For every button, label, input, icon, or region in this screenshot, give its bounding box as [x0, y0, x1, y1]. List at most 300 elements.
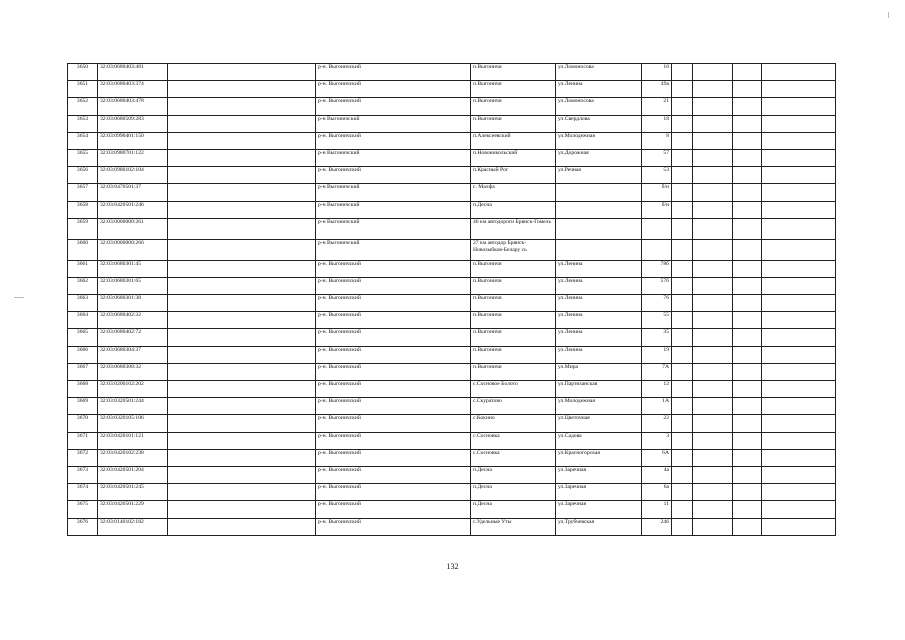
page-number: 132: [446, 562, 459, 571]
locality-cell: п.Выгоничи: [471, 260, 556, 277]
empty-cell: [762, 466, 836, 483]
table-row: [68, 260, 836, 277]
locality-cell: 46 км автодороги Брянск-Гомель: [471, 218, 556, 239]
district-cell: р-н. Выгоничский: [316, 432, 471, 449]
empty-cell: [168, 449, 316, 466]
house-number-cell: 22: [642, 415, 672, 432]
empty-cell: [733, 295, 762, 312]
empty-cell: [762, 115, 836, 132]
district-cell: р-н. Выгоничский: [316, 167, 471, 184]
empty-cell: [693, 432, 733, 449]
empty-cell: [693, 184, 733, 201]
house-number-cell: 49а: [642, 81, 672, 98]
empty-cell: [693, 239, 733, 260]
row-number-cell: 3664: [68, 312, 98, 329]
table-row: [68, 184, 836, 201]
table-row: [68, 149, 836, 166]
street-cell: ул.Красногорская: [556, 449, 642, 466]
empty-cell: [672, 260, 693, 277]
empty-cell: [168, 98, 316, 115]
empty-cell: [733, 201, 762, 218]
empty-cell: [762, 484, 836, 501]
house-number-cell: 4а: [642, 466, 672, 483]
house-number-cell: 19: [642, 346, 672, 363]
empty-cell: [693, 218, 733, 239]
row-number-cell: 3650: [68, 64, 98, 81]
table-row: [68, 312, 836, 329]
empty-cell: [693, 260, 733, 277]
empty-cell: [168, 64, 316, 81]
district-cell: р-н. Выгоничский: [316, 312, 471, 329]
house-number-cell: б/н: [642, 184, 672, 201]
empty-cell: [762, 81, 836, 98]
row-number-cell: 3657: [68, 184, 98, 201]
row-number-cell: 3669: [68, 398, 98, 415]
empty-cell: [733, 149, 762, 166]
empty-cell: [693, 329, 733, 346]
empty-cell: [693, 149, 733, 166]
row-number-cell: 3663: [68, 295, 98, 312]
empty-cell: [693, 312, 733, 329]
row-number-cell: 3673: [68, 466, 98, 483]
district-cell: р-н. Выгоничский: [316, 277, 471, 294]
empty-cell: [672, 312, 693, 329]
table-row: [68, 218, 836, 239]
empty-cell: [733, 312, 762, 329]
empty-cell: [762, 312, 836, 329]
street-cell: ул.Ленина: [556, 295, 642, 312]
table-row: [68, 115, 836, 132]
house-number-cell: 16: [642, 64, 672, 81]
empty-cell: [762, 64, 836, 81]
empty-cell: [168, 149, 316, 166]
empty-cell: [733, 449, 762, 466]
cadastral-number-cell: 32:03:0680403:374: [98, 81, 168, 98]
table-row: [68, 363, 836, 380]
empty-cell: [168, 277, 316, 294]
district-cell: р-н Выгоничский: [316, 201, 471, 218]
empty-cell: [762, 149, 836, 166]
empty-cell: [672, 81, 693, 98]
district-cell: р-н. Выгоничский: [316, 381, 471, 398]
empty-cell: [168, 218, 316, 239]
empty-cell: [693, 484, 733, 501]
district-cell: р-н. Выгоничский: [316, 346, 471, 363]
empty-cell: [762, 239, 836, 260]
cadastral-number-cell: 32:03:0320105:106: [98, 415, 168, 432]
empty-cell: [168, 295, 316, 312]
locality-cell: 27 км автодор Брянск-Новозыбков-Белару сь: [471, 239, 556, 260]
locality-cell: п.Выгоничи: [471, 329, 556, 346]
empty-cell: [168, 201, 316, 218]
empty-cell: [762, 449, 836, 466]
locality-cell: п.Выгоничи: [471, 346, 556, 363]
empty-cell: [693, 346, 733, 363]
house-number-cell: 78б: [642, 260, 672, 277]
empty-cell: [733, 239, 762, 260]
street-cell: ул.Речная: [556, 167, 642, 184]
empty-cell: [762, 501, 836, 518]
house-number-cell: 21: [642, 98, 672, 115]
street-cell: ул.Ленина: [556, 260, 642, 277]
locality-cell: п.Выгоничи: [471, 115, 556, 132]
table-row: [68, 518, 836, 535]
row-number-cell: 3655: [68, 149, 98, 166]
house-number-cell: 12: [642, 381, 672, 398]
locality-cell: с.Удельные Уты: [471, 518, 556, 535]
table-row: [68, 346, 836, 363]
street-cell: ул.Ленина: [556, 312, 642, 329]
district-cell: р-н. Выгоничский: [316, 329, 471, 346]
empty-cell: [762, 167, 836, 184]
street-cell: ул.Дорожная: [556, 149, 642, 166]
cadastral-number-cell: 32:03:0420102:238: [98, 449, 168, 466]
street-cell: [556, 239, 642, 260]
house-number-cell: 76: [642, 295, 672, 312]
empty-cell: [168, 363, 316, 380]
row-number-cell: 3659: [68, 218, 98, 239]
empty-cell: [672, 484, 693, 501]
empty-cell: [762, 98, 836, 115]
empty-cell: [733, 346, 762, 363]
locality-cell: п.Новоникольский: [471, 149, 556, 166]
empty-cell: [733, 132, 762, 149]
empty-cell: [672, 329, 693, 346]
row-number-cell: 3653: [68, 115, 98, 132]
district-cell: р-н. Выгоничский: [316, 466, 471, 483]
empty-cell: [762, 432, 836, 449]
cadastral-number-cell: 32:03:0000000:266: [98, 239, 168, 260]
empty-cell: [733, 329, 762, 346]
house-number-cell: 6А: [642, 449, 672, 466]
locality-cell: п.Выгоничи: [471, 81, 556, 98]
street-cell: [556, 184, 642, 201]
empty-cell: [168, 81, 316, 98]
table-row: [68, 381, 836, 398]
table-row: [68, 295, 836, 312]
locality-cell: с.Скуратово: [471, 398, 556, 415]
row-number-cell: 3676: [68, 518, 98, 535]
district-cell: р-н Выгоничский: [316, 239, 471, 260]
empty-cell: [672, 115, 693, 132]
empty-cell: [693, 64, 733, 81]
empty-cell: [672, 518, 693, 535]
locality-cell: п.Алексеевский: [471, 132, 556, 149]
empty-cell: [168, 167, 316, 184]
house-number-cell: 7А: [642, 363, 672, 380]
cadastral-number-cell: 32:03:0420501:245: [98, 484, 168, 501]
empty-cell: [693, 277, 733, 294]
empty-cell: [762, 415, 836, 432]
scan-mark: [14, 297, 24, 298]
street-cell: ул.Садова: [556, 432, 642, 449]
locality-cell: п.Десна: [471, 501, 556, 518]
locality-cell: п.Выгоничи: [471, 363, 556, 380]
empty-cell: [762, 184, 836, 201]
empty-cell: [733, 398, 762, 415]
street-cell: ул.Мира: [556, 363, 642, 380]
table-row: [68, 449, 836, 466]
empty-cell: [693, 501, 733, 518]
house-number-cell: 8: [642, 132, 672, 149]
house-number-cell: [642, 239, 672, 260]
street-cell: ул.Свердлова: [556, 115, 642, 132]
table-row: [68, 277, 836, 294]
empty-cell: [168, 415, 316, 432]
empty-cell: [693, 449, 733, 466]
cadastral-number-cell: 32:03:0420501:229: [98, 501, 168, 518]
empty-cell: [672, 381, 693, 398]
cadastral-number-cell: 32:03:0320501:244: [98, 398, 168, 415]
house-number-cell: 18: [642, 115, 672, 132]
empty-cell: [733, 167, 762, 184]
row-number-cell: 3675: [68, 501, 98, 518]
street-cell: ул.Трубчевская: [556, 518, 642, 535]
empty-cell: [733, 260, 762, 277]
district-cell: р-н Выгоничский: [316, 149, 471, 166]
locality-cell: п.Десна: [471, 466, 556, 483]
empty-cell: [672, 218, 693, 239]
street-cell: [556, 201, 642, 218]
locality-cell: п.Десна: [471, 201, 556, 218]
cadastral-number-cell: 32:03:0680403:478: [98, 98, 168, 115]
locality-cell: п.Выгоничи: [471, 295, 556, 312]
empty-cell: [693, 518, 733, 535]
empty-cell: [168, 184, 316, 201]
locality-cell: с.Сосновое Болото: [471, 381, 556, 398]
empty-cell: [693, 201, 733, 218]
row-number-cell: 3674: [68, 484, 98, 501]
house-number-cell: 57: [642, 149, 672, 166]
cadastral-number-cell: 32:03:0140102:182: [98, 518, 168, 535]
empty-cell: [733, 98, 762, 115]
street-cell: ул.Ленина: [556, 329, 642, 346]
cadastral-number-cell: 32:03:0680308:32: [98, 363, 168, 380]
empty-cell: [672, 201, 693, 218]
house-number-cell: 57б: [642, 277, 672, 294]
table-row: [68, 484, 836, 501]
cadastral-number-cell: 32:03:0420501:246: [98, 201, 168, 218]
cadastral-number-cell: 32:03:0680402:72: [98, 329, 168, 346]
district-cell: р-н. Выгоничский: [316, 132, 471, 149]
row-number-cell: 3654: [68, 132, 98, 149]
empty-cell: [733, 277, 762, 294]
district-cell: р-н. Выгоничский: [316, 363, 471, 380]
empty-cell: [762, 295, 836, 312]
district-cell: р-н. Выгоничский: [316, 81, 471, 98]
district-cell: р-н. Выгоничский: [316, 518, 471, 535]
cadastral-number-cell: 32:03:0680301:65: [98, 277, 168, 294]
row-number-cell: 3666: [68, 346, 98, 363]
district-cell: р-н Выгоничский: [316, 115, 471, 132]
house-number-cell: 3: [642, 432, 672, 449]
empty-cell: [672, 346, 693, 363]
street-cell: ул.Ленина: [556, 277, 642, 294]
house-number-cell: 11: [642, 501, 672, 518]
empty-cell: [762, 277, 836, 294]
locality-cell: п.Выгоничи: [471, 64, 556, 81]
empty-cell: [733, 432, 762, 449]
empty-cell: [733, 115, 762, 132]
cadastral-number-cell: 32:03:0200102:202: [98, 381, 168, 398]
table-body: [68, 64, 836, 536]
empty-cell: [762, 398, 836, 415]
empty-cell: [168, 329, 316, 346]
empty-cell: [762, 218, 836, 239]
street-cell: [556, 218, 642, 239]
row-number-cell: 3658: [68, 201, 98, 218]
cadastral-number-cell: 32:03:0420101:121: [98, 432, 168, 449]
street-cell: ул.Заречная: [556, 466, 642, 483]
empty-cell: [762, 201, 836, 218]
table-row: [68, 398, 836, 415]
empty-cell: [733, 415, 762, 432]
empty-cell: [672, 432, 693, 449]
empty-cell: [693, 81, 733, 98]
street-cell: ул.Ленина: [556, 81, 642, 98]
house-number-cell: 35: [642, 329, 672, 346]
empty-cell: [168, 239, 316, 260]
locality-cell: п.Выгоничи: [471, 98, 556, 115]
locality-cell: с. Малфа: [471, 184, 556, 201]
row-number-cell: 3660: [68, 239, 98, 260]
empty-cell: [693, 115, 733, 132]
locality-cell: с.Сосновка: [471, 432, 556, 449]
empty-cell: [672, 149, 693, 166]
street-cell: ул.Ломоносова: [556, 98, 642, 115]
locality-cell: п.Выгоничи: [471, 277, 556, 294]
table-row: [68, 167, 836, 184]
empty-cell: [733, 466, 762, 483]
locality-cell: п.Выгоничи: [471, 312, 556, 329]
empty-cell: [733, 484, 762, 501]
cadastral-number-cell: 32:03:0680509:283: [98, 115, 168, 132]
empty-cell: [693, 132, 733, 149]
cadastral-number-cell: 32:03:0420501:204: [98, 466, 168, 483]
cadastral-number-cell: 32:03:0680301:45: [98, 260, 168, 277]
empty-cell: [168, 260, 316, 277]
district-cell: р-н Выгоничский: [316, 218, 471, 239]
empty-cell: [168, 346, 316, 363]
locality-cell: п.Десна: [471, 484, 556, 501]
empty-cell: [733, 64, 762, 81]
empty-cell: [672, 398, 693, 415]
empty-cell: [693, 415, 733, 432]
row-number-cell: 3665: [68, 329, 98, 346]
empty-cell: [762, 363, 836, 380]
cadastral-number-cell: 32:03:0470501:37: [98, 184, 168, 201]
empty-cell: [168, 398, 316, 415]
table-row: [68, 501, 836, 518]
empty-cell: [693, 98, 733, 115]
row-number-cell: 3652: [68, 98, 98, 115]
table-row: [68, 239, 836, 260]
empty-cell: [693, 398, 733, 415]
empty-cell: [762, 260, 836, 277]
district-cell: р-н. Выгоничский: [316, 64, 471, 81]
row-number-cell: 3651: [68, 81, 98, 98]
house-number-cell: б/н: [642, 201, 672, 218]
cadastral-number-cell: 32:03:0680304:37: [98, 346, 168, 363]
empty-cell: [762, 381, 836, 398]
cadastral-number-cell: 32:03:0980701:122: [98, 149, 168, 166]
cadastral-number-cell: 32:03:0000000:261: [98, 218, 168, 239]
house-number-cell: 1А: [642, 398, 672, 415]
house-number-cell: 55: [642, 312, 672, 329]
row-number-cell: 3662: [68, 277, 98, 294]
row-number-cell: 3668: [68, 381, 98, 398]
table-row: [68, 132, 836, 149]
district-cell: р-н. Выгоничский: [316, 98, 471, 115]
empty-cell: [672, 449, 693, 466]
table-row: [68, 64, 836, 81]
empty-cell: [168, 484, 316, 501]
empty-cell: [168, 312, 316, 329]
empty-cell: [762, 329, 836, 346]
empty-cell: [168, 466, 316, 483]
empty-cell: [762, 132, 836, 149]
district-cell: р-н. Выгоничский: [316, 415, 471, 432]
street-cell: ул.Ленина: [556, 346, 642, 363]
empty-cell: [762, 518, 836, 535]
empty-cell: [693, 363, 733, 380]
district-cell: р-н. Выгоничский: [316, 449, 471, 466]
district-cell: р-н. Выгоничский: [316, 484, 471, 501]
empty-cell: [762, 346, 836, 363]
house-number-cell: 6а: [642, 484, 672, 501]
table-row: [68, 201, 836, 218]
row-number-cell: 3670: [68, 415, 98, 432]
locality-cell: с.Сосновка: [471, 449, 556, 466]
street-cell: ул.Молодежная: [556, 398, 642, 415]
district-cell: р-н. Выгоничский: [316, 501, 471, 518]
district-cell: р-н. Выгоничский: [316, 260, 471, 277]
table-row: [68, 329, 836, 346]
empty-cell: [693, 466, 733, 483]
table-row: [68, 98, 836, 115]
row-number-cell: 3671: [68, 432, 98, 449]
district-cell: р-н Выгоничский: [316, 184, 471, 201]
empty-cell: [168, 518, 316, 535]
street-cell: ул.Заречная: [556, 501, 642, 518]
row-number-cell: 3672: [68, 449, 98, 466]
street-cell: ул.Заречная: [556, 484, 642, 501]
table-row: [68, 432, 836, 449]
empty-cell: [672, 277, 693, 294]
row-number-cell: 3656: [68, 167, 98, 184]
empty-cell: [733, 381, 762, 398]
cadastral-number-cell: 32:03:0990401:150: [98, 132, 168, 149]
empty-cell: [672, 64, 693, 81]
empty-cell: [672, 239, 693, 260]
empty-cell: [672, 501, 693, 518]
empty-cell: [733, 81, 762, 98]
empty-cell: [733, 363, 762, 380]
cadastral-number-cell: 32:03:0680301:38: [98, 295, 168, 312]
empty-cell: [672, 98, 693, 115]
row-number-cell: 3667: [68, 363, 98, 380]
empty-cell: [693, 295, 733, 312]
house-number-cell: 246: [642, 518, 672, 535]
table-row: [68, 466, 836, 483]
scan-mark: [888, 12, 889, 18]
table-row: [68, 81, 836, 98]
empty-cell: [672, 363, 693, 380]
empty-cell: [168, 115, 316, 132]
empty-cell: [672, 295, 693, 312]
empty-cell: [693, 381, 733, 398]
street-cell: ул.Молодежная: [556, 132, 642, 149]
